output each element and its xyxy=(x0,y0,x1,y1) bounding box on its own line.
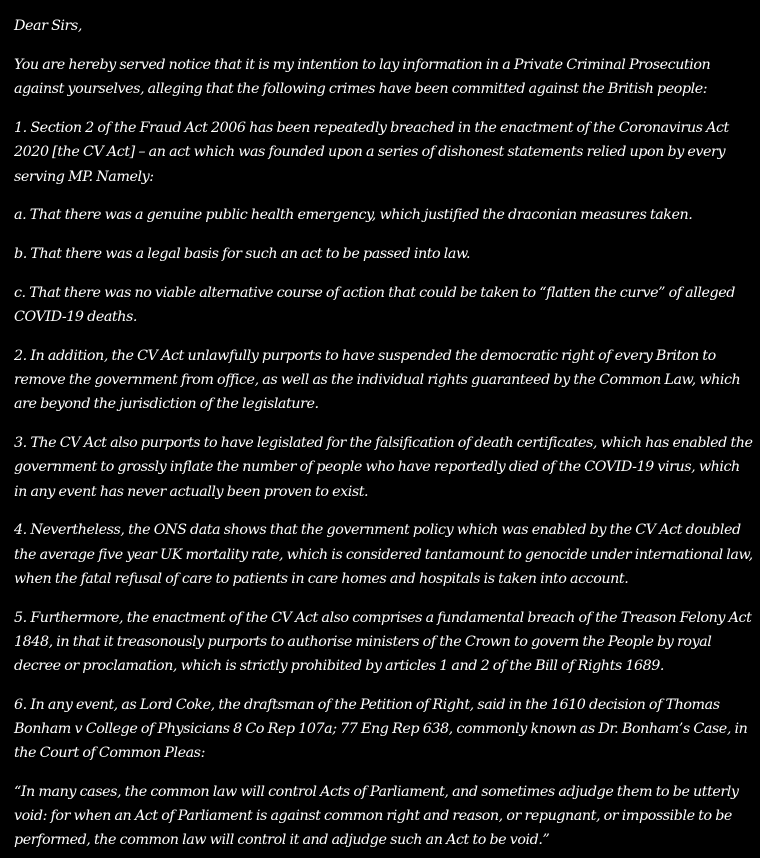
quotation: “In many cases, the common law will control Acts of Parliament, and sometimes adjudge them to be utterly void: for when an Act of Parliament is against common right and reason, or repugnant, or impossible to be performed, the common law will control it and adjudge such an Act to be void.” xyxy=(14,784,739,849)
paragraph-item-1a: a. That there was a genuine public health emergency, which justified the draconian measures taken. xyxy=(14,207,693,224)
letter-body xyxy=(14,14,754,853)
paragraph-notice: You are hereby served notice that it is my intention to lay information in a Private Criminal Prosecution against yourselves, alleging that the following crimes have been committed against the British people: xyxy=(14,57,711,98)
salutation: Dear Sirs, xyxy=(14,18,82,34)
paragraph-item-6: 6. In any event, as Lord Coke, the draftsman of the Petition of Right, said in the 1610 decision of Thomas Bonham v College of Physicians 8 Co Rep 107a; 77 Eng Rep 638, commonly known as Dr. Bonham’s Case, in the Court of Common Pleas: xyxy=(14,696,748,762)
paragraph-item-1b: b. That there was a legal basis for such an act to be passed into law. xyxy=(14,246,471,263)
paragraph-item-1c: c. That there was no viable alternative course of action that could be taken to “flatten the curve” of alleged COVID-19 deaths. xyxy=(14,285,735,326)
paragraph-item-1: 1. Section 2 of the Fraud Act 2006 has been repeatedly breached in the enactment of the Coronavirus Act 2020 [the CV Act] – an act which was founded upon a series of dishonest statements relied upon by every serving MP. Namely: xyxy=(14,120,729,185)
paragraph-item-5: 5. Furthermore, the enactment of the CV Act also comprises a fundamental breach of the Treason Felony Act 1848, in that it treasonously purports to authorise ministers of the Crown to govern the People by royal decree or proclamation, which is strictly prohibited by articles 1 and 2 of the Bill of Rights 1689. xyxy=(14,609,752,675)
paragraph-item-3: 3. The CV Act also purports to have legislated for the falsification of death certificates, which has enabled the government to grossly inflate the number of people who have reportedly died of the COVID-19 virus, which in any event has never actually been proven to exist. xyxy=(14,435,753,500)
paragraph-item-4: 4. Nevertheless, the ONS data shows that the government policy which was enabled by the CV Act doubled the average five year UK mortality rate, which is considered tantamount to genocide under international law, when the fatal refusal of care to patients in care homes and hospitals is taken into account. xyxy=(14,522,753,587)
paragraph-item-2: 2. In addition, the CV Act unlawfully purports to have suspended the democratic right of every Briton to remove the government from office, as well as the individual rights guaranteed by the Common Law, which are beyond the jurisdiction of the legislature. xyxy=(14,348,741,413)
